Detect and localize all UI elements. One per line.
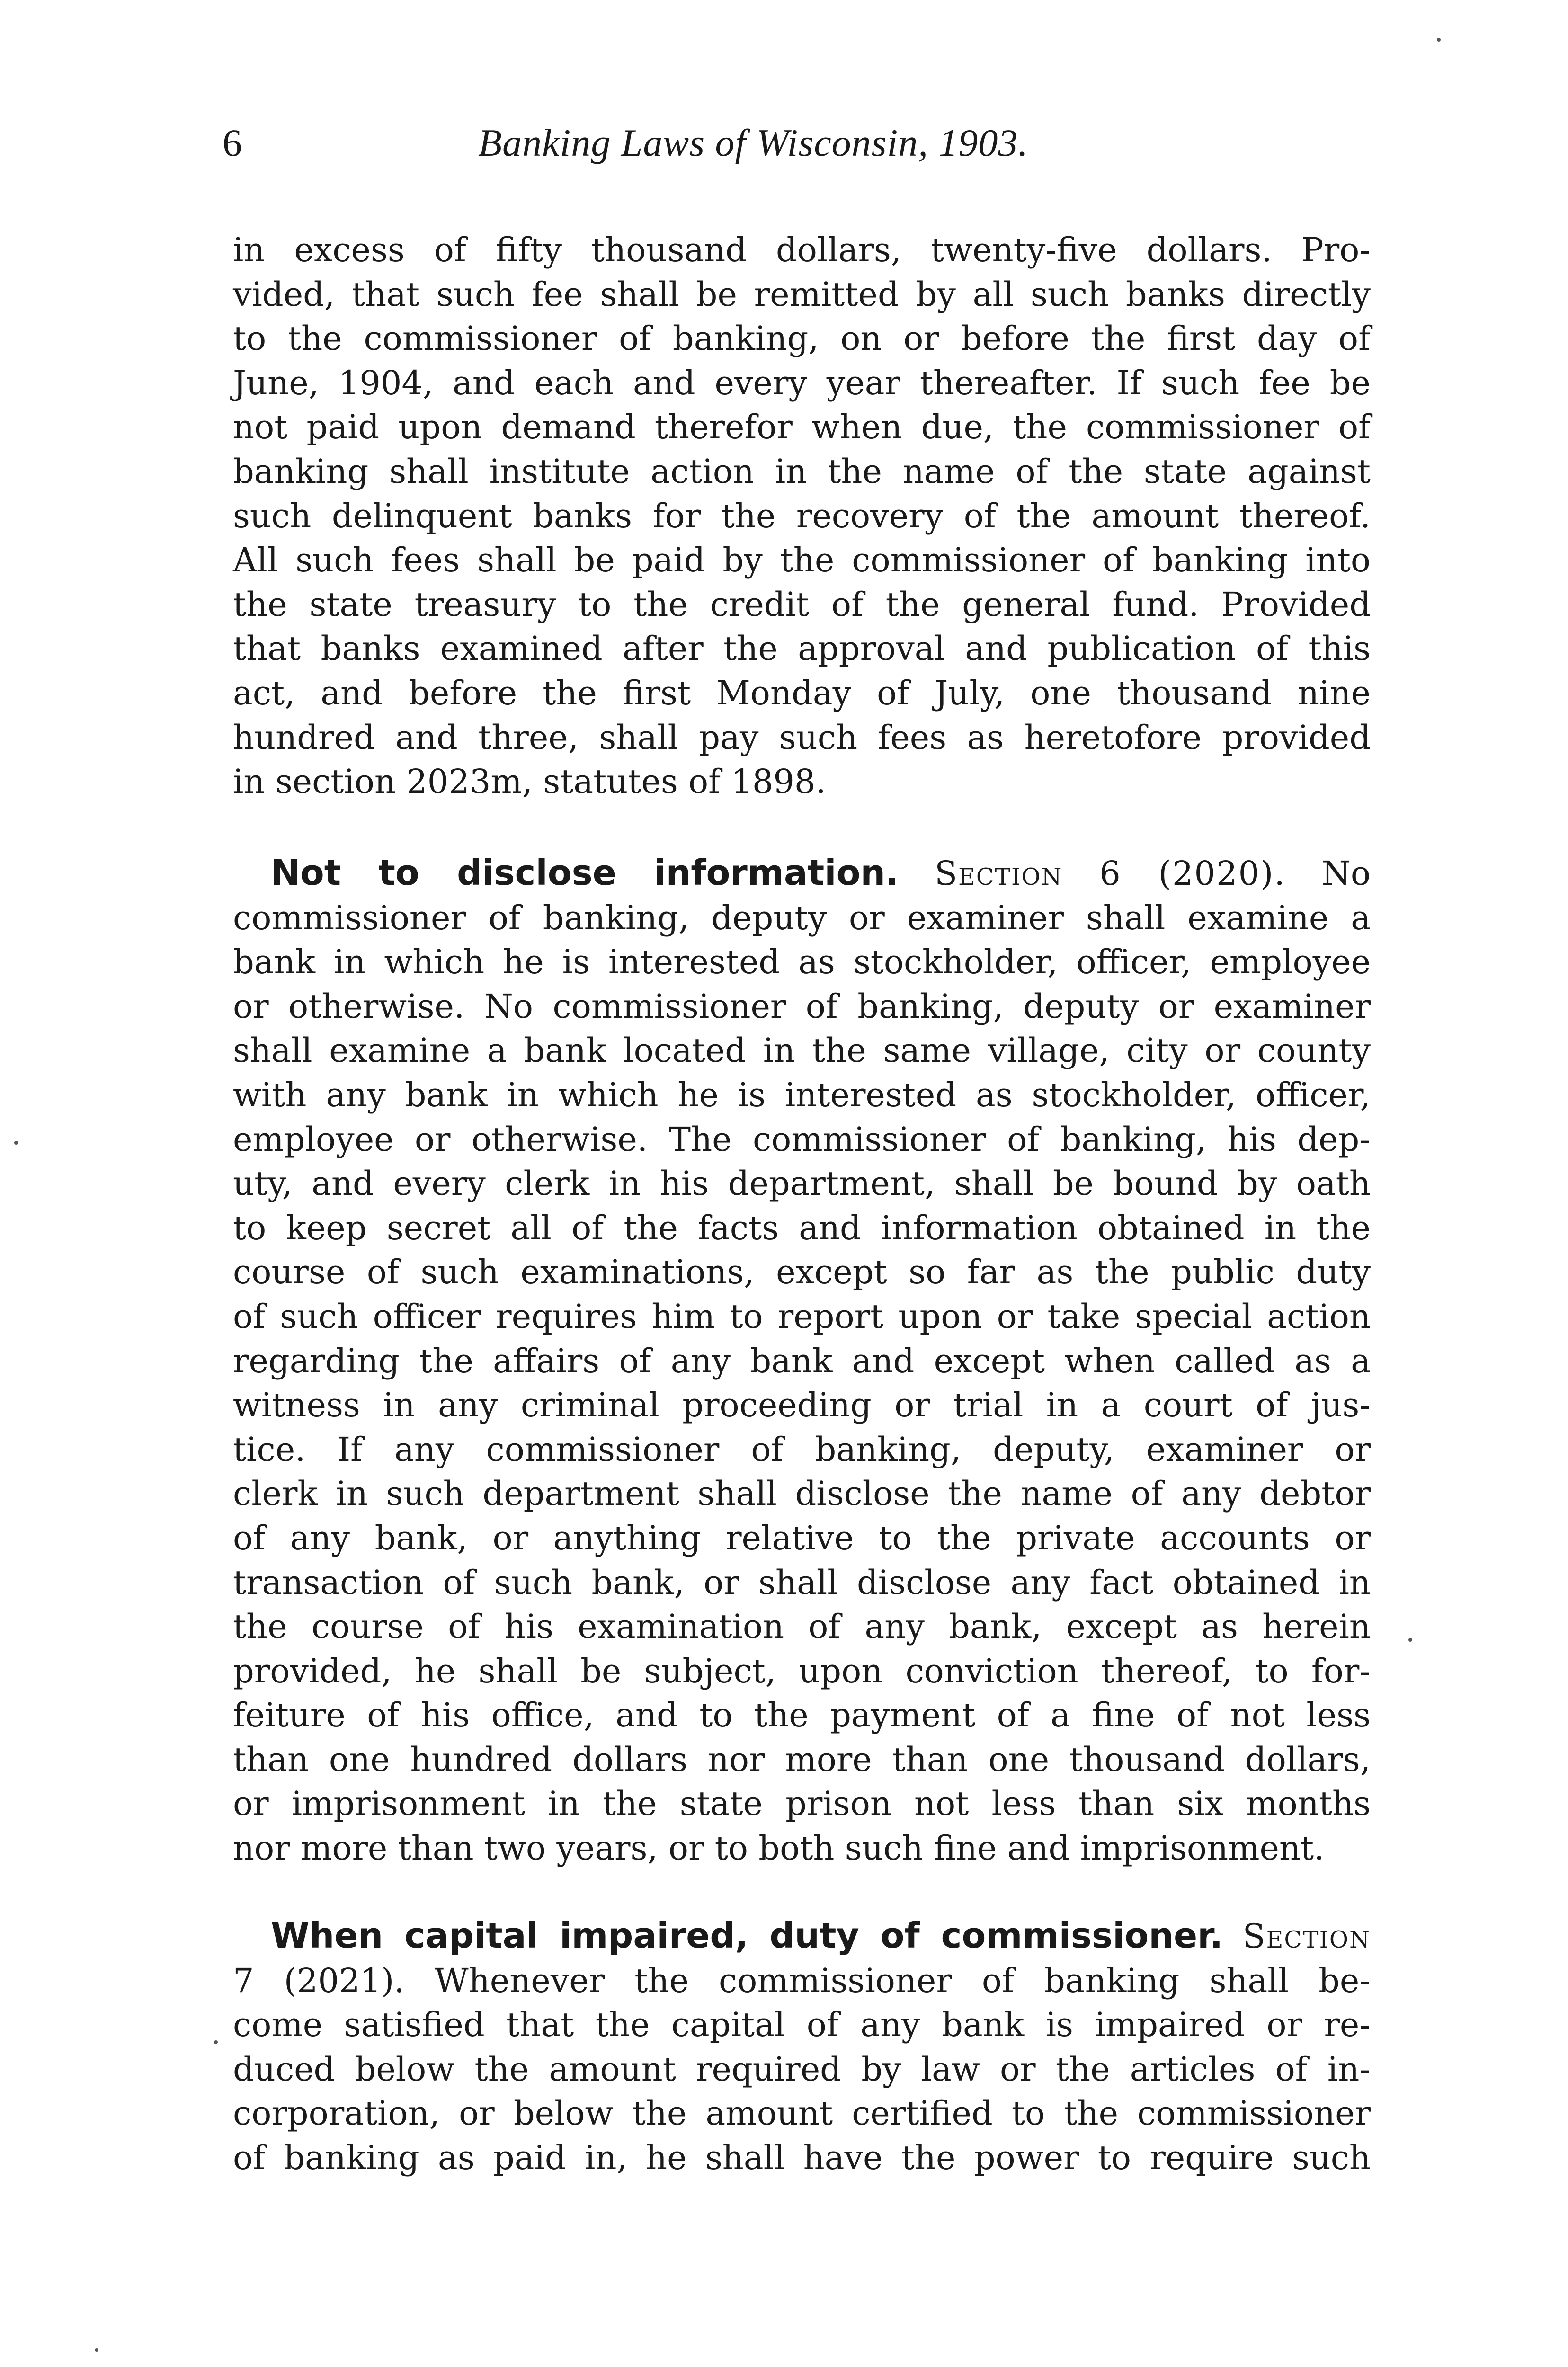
text-line: shall examine a bank located in the same village, city or county (233, 1031, 1371, 1070)
paragraph-fees (233, 228, 1371, 804)
text-line: of any bank, or anything relative to the private accounts or (233, 1518, 1371, 1557)
text-line: vided, that such fee shall be remitted by all such banks directly (233, 275, 1371, 314)
text-line: 7 (2021). Whenever the commissioner of banking shall be- (233, 1961, 1371, 2000)
text-line: in excess of fifty thousand dollars, twenty-five dollars. Pro- (233, 231, 1371, 269)
text-line: to keep secret all of the facts and information obtained in the (233, 1208, 1371, 1247)
text-line: transaction of such bank, or shall disclose any fact obtained in (233, 1563, 1371, 1602)
scan-speck (214, 2040, 218, 2044)
text-line: witness in any criminal proceeding or trial in a court of jus- (233, 1386, 1371, 1425)
scan-speck (14, 1141, 18, 1145)
text-line: regarding the affairs of any bank and except when called as a (233, 1341, 1371, 1380)
running-title: Banking Laws of Wisconsin, 1903. (478, 121, 1028, 164)
section-6-heading-line (233, 851, 1371, 896)
text-line: employee or otherwise. The commissioner of banking, his dep- (233, 1120, 1371, 1159)
text-line: hundred and three, shall pay such fees as heretofore provided (233, 718, 1371, 757)
section-7 (233, 1914, 1371, 2180)
text-line: than one hundred dollars nor more than one thousand dollars, (233, 1740, 1371, 1779)
text-line: in section 2023m, statutes of 1898. (233, 762, 826, 801)
text-line: duced below the amount required by law or the articles of in- (233, 2049, 1371, 2089)
section-label: Section (1242, 1917, 1371, 1956)
text-line: uty, and every clerk in his department, shall be bound by oath (233, 1164, 1371, 1203)
text-line: corporation, or below the amount certified to the commissioner (233, 2094, 1371, 2133)
text-line: provided, he shall be subject, upon conviction thereof, to for- (233, 1651, 1371, 1691)
text-line: not paid upon demand therefor when due, the commissioner of (233, 408, 1371, 447)
text-line: or imprisonment in the state prison not less than six months (233, 1784, 1371, 1824)
text-line: All such fees shall be paid by the commissioner of banking into (233, 541, 1371, 580)
text-line: that banks examined after the approval and publication of this (233, 629, 1371, 668)
page-number: 6 (223, 121, 242, 164)
section-6 (233, 851, 1371, 1871)
text-fragment: No (1321, 854, 1371, 893)
section-7-heading-line (233, 1914, 1371, 1959)
text-line: course of such examinations, except so far as the public duty (233, 1253, 1371, 1292)
text-line: come satisfied that the capital of any bank is impaired or re- (233, 2005, 1371, 2045)
text-line: feiture of his office, and to the payment of a fine of not less (233, 1696, 1371, 1735)
text-line: nor more than two years, or to both such fine and imprisonment. (233, 1829, 1325, 1868)
text-line: bank in which he is interested as stockholder, officer, employee (233, 943, 1371, 982)
scan-speck (1408, 1638, 1412, 1642)
section-label: Section 6 (2020). (935, 854, 1286, 893)
text-line: commissioner of banking, deputy or examiner shall examine a (233, 898, 1371, 937)
text-line: tice. If any commissioner of banking, deputy, examiner or (233, 1430, 1371, 1469)
page-header (223, 121, 1373, 178)
text-line: such delinquent banks for the recovery of the amount thereof. (233, 496, 1371, 535)
text-line: the state treasury to the credit of the general fund. Provided (233, 585, 1371, 624)
section-heading: When capital impaired, duty of commissioner. (271, 1915, 1223, 1956)
text-line: of such officer requires him to report upon or take special action (233, 1297, 1371, 1336)
text-line: to the commissioner of banking, on or before the first day of (233, 319, 1371, 358)
text-line: act, and before the first Monday of July, one thousand nine (233, 673, 1371, 712)
text-line: clerk in such department shall disclose the name of any debtor (233, 1474, 1371, 1513)
text-line: of banking as paid in, he shall have the power to require such (233, 2138, 1371, 2177)
text-line: June, 1904, and each and every year thereafter. If such fee be (233, 363, 1371, 402)
scan-speck (1437, 38, 1441, 42)
text-line: with any bank in which he is interested as stockholder, officer, (233, 1075, 1371, 1114)
text-line: the course of his examination of any bank, except as herein (233, 1607, 1371, 1646)
scan-speck (95, 2348, 98, 2352)
text-line: or otherwise. No commissioner of banking, deputy or examiner (233, 987, 1371, 1026)
text-line: banking shall institute action in the name of the state against (233, 452, 1371, 491)
section-heading: Not to disclose information. (271, 853, 899, 893)
